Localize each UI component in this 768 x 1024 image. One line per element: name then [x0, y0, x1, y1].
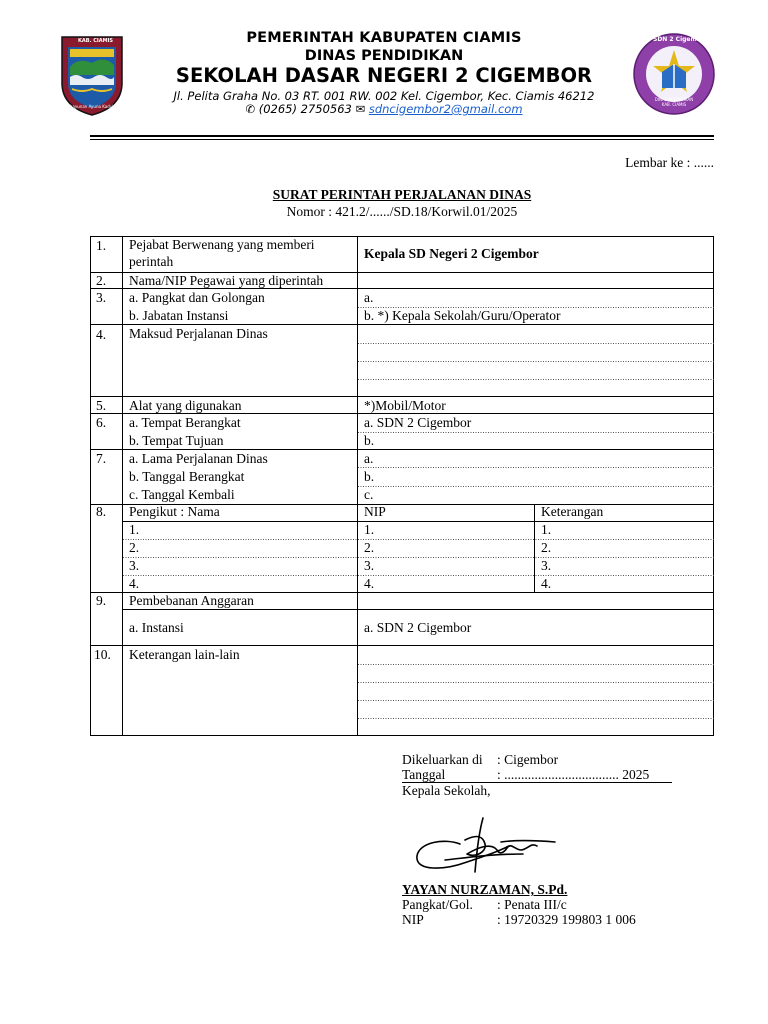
sheet-number: Lembar ke : ...... [625, 155, 714, 170]
date-label: Tanggal [402, 767, 446, 782]
row-3-value-b: b. *) Kepala Sekolah/Guru/Operator [364, 308, 561, 323]
row-4-label: Maksud Perjalanan Dinas [129, 326, 268, 341]
row-6-label-a: a. Tempat Berangkat [129, 415, 241, 430]
row-1-value: Kepala SD Negeri 2 Cigembor [364, 246, 539, 261]
left-logo-top-text: KAB. CIAMIS [78, 38, 114, 44]
issued-at-value: : Cigembor [497, 752, 559, 767]
row-2-label: Nama/NIP Pegawai yang diperintah [129, 273, 324, 288]
row-8-label: Pengikut : Nama [129, 504, 220, 519]
rank-label: Pangkat/Gol. [402, 897, 473, 912]
row-10-number: 10. [94, 647, 111, 662]
row-2-number: 2. [96, 273, 107, 288]
row-8-nip-header: NIP [364, 504, 386, 519]
signer-position: Kepala Sekolah, [402, 783, 491, 798]
row-9-label-a: a. Instansi [129, 620, 184, 635]
row-3-label-a: a. Pangkat dan Golongan [129, 290, 265, 305]
follower-nip-2: 2. [364, 540, 375, 555]
follower-ket-2: 2. [541, 540, 552, 555]
signer-name: YAYAN NURZAMAN, S.Pd. [402, 882, 568, 897]
date-value: : .................................. 2025 [497, 767, 650, 782]
right-logo-bottom-text: DINAS PENDIDIKAN KAB. CIAMIS [654, 97, 694, 107]
header-address: Jl. Pelita Graha No. 03 RT. 001 RW. 002 Kel. Cigembor, Kec. Ciamis 46212 [173, 89, 595, 103]
follower-nip-4: 4. [364, 576, 375, 591]
row-1-label-a: Pejabat Berwenang yang memberi [129, 237, 315, 252]
row-3-label-b: b. Jabatan Instansi [129, 308, 229, 323]
mail-icon: ✉ [355, 102, 366, 116]
row-6-value-b: b. [364, 433, 375, 448]
row-7-value-a: a. [364, 451, 374, 466]
row-9-number: 9. [96, 593, 107, 608]
row-3-value-a: a. [364, 290, 374, 305]
follower-nip-1: 1. [364, 522, 375, 537]
row-7-label-a: a. Lama Perjalanan Dinas [129, 451, 268, 466]
nip-label: NIP [402, 912, 424, 927]
phone-icon: ✆ [245, 102, 256, 116]
row-6-label-b: b. Tempat Tujuan [129, 433, 224, 448]
header-divider-thick [90, 135, 714, 137]
row-7-label-b: b. Tanggal Berangkat [129, 469, 245, 484]
row-7-number: 7. [96, 451, 107, 466]
issued-at-label: Dikeluarkan di [402, 752, 483, 767]
row-7-value-c: c. [364, 487, 374, 502]
document-number: Nomor : 421.2/....../SD.18/Korwil.01/2025 [286, 204, 518, 219]
row-9-value-a: a. SDN 2 Cigembor [364, 620, 472, 635]
row-1-label-b: perintah [129, 254, 174, 269]
row-3-number: 3. [96, 290, 107, 305]
follower-name-1: 1. [129, 522, 140, 537]
header-divider-thin [90, 139, 714, 140]
nip-value: : 19720329 199803 1 006 [497, 912, 636, 927]
row-6-value-a: a. SDN 2 Cigembor [364, 415, 472, 430]
follower-ket-3: 3. [541, 558, 552, 573]
travel-order-table [90, 236, 714, 736]
header-contact [138, 102, 630, 116]
row-6-number: 6. [96, 415, 107, 430]
row-5-value: *)Mobil/Motor [364, 398, 446, 413]
follower-ket-4: 4. [541, 576, 552, 591]
follower-nip-3: 3. [364, 558, 375, 573]
row-1-number: 1. [96, 238, 107, 253]
signature [405, 812, 565, 880]
row-9-label: Pembebanan Anggaran [129, 593, 254, 608]
row-7-value-b: b. [364, 469, 375, 484]
follower-name-2: 2. [129, 540, 140, 555]
header-school-name: SEKOLAH DASAR NEGERI 2 CIGEMBOR [175, 64, 593, 87]
row-7-label-c: c. Tanggal Kembali [129, 487, 235, 502]
header-department: DINAS PENDIDIKAN [304, 48, 464, 64]
rank-value: : Penata III/c [497, 897, 567, 912]
follower-name-3: 3. [129, 558, 140, 573]
row-8-keterangan-header: Keterangan [541, 504, 604, 519]
row-4-number: 4. [96, 327, 107, 342]
row-5-label: Alat yang digunakan [129, 398, 242, 413]
row-10-label: Keterangan lain-lain [129, 647, 240, 662]
follower-name-4: 4. [129, 576, 140, 591]
header-email[interactable]: sdncigembor2@gmail.com [368, 102, 523, 116]
right-logo-top-text: SDN 2 Cigembor [653, 36, 709, 43]
document-title: SURAT PERINTAH PERJALANAN DINAS [272, 187, 532, 202]
header-phone: (0265) 2750563 [258, 102, 352, 116]
row-5-number: 5. [96, 398, 107, 413]
follower-ket-1: 1. [541, 522, 552, 537]
header-government: PEMERINTAH KABUPATEN CIAMIS [246, 30, 522, 46]
row-8-number: 8. [96, 504, 107, 519]
left-logo-bottom-text: Mahayunan Ayuna Kadulur [64, 104, 118, 109]
